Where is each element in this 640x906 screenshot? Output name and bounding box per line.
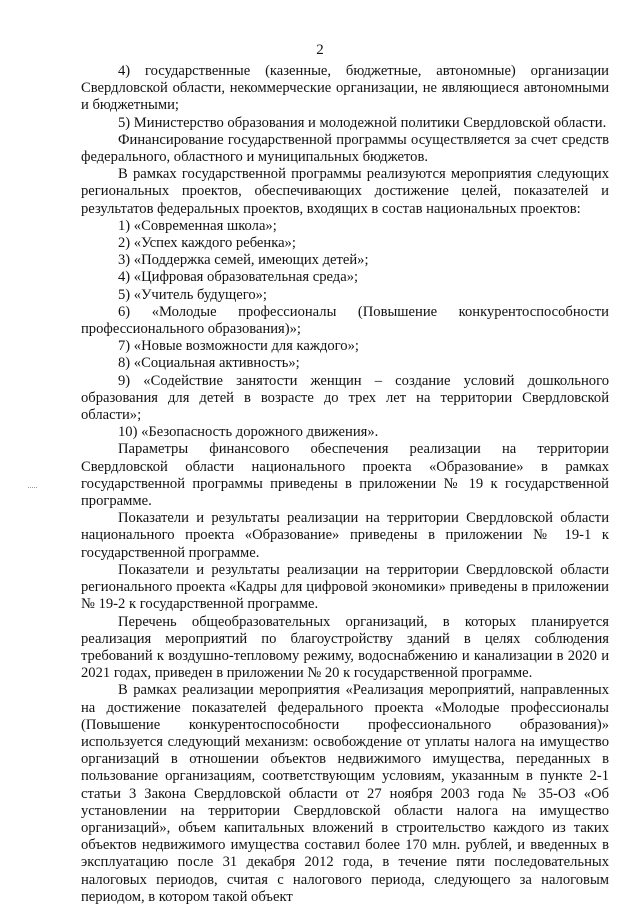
paragraph-appendix-19-2: Показатели и результаты реализации на территории Свердловской области регионального проекта «Кадры для цифровой экономики» приведены в приложении № 19-2 к государственной программе.: [81, 561, 609, 613]
project-item-9: 9) «Содействие занятости женщин – создание условий дошкольного образования для детей в возрасте до трех лет на территории Свердловской области»;: [81, 372, 609, 424]
paragraph-appendix-19-1: Показатели и результаты реализации на территории Свердловской области национального проекта «Образование» приведены в приложении № 19-1 к государственной программе.: [81, 510, 609, 561]
project-item-7: 7) «Новые возможности для каждого»;: [118, 338, 359, 355]
document-body: [81, 63, 609, 906]
project-item-5: 5) «Учитель будущего»;: [118, 286, 267, 303]
project-item-10: 10) «Безопасность дорожного движения».: [118, 424, 379, 441]
project-item-1: 1) «Современная школа»;: [118, 217, 277, 234]
project-item-3: 3) «Поддержка семей, имеющих детей»;: [118, 252, 369, 269]
paragraph-projects-intro: В рамках государственной программы реализуются мероприятия следующих региональных проектов, обеспечивающих достижение целей, показателей и результатов федеральных проектов, входящих в состав национальных проектов:: [81, 166, 609, 217]
project-item-6: 6) «Молодые профессионалы (Повышение конкурентоспособности профессионального образования)»;: [81, 303, 609, 338]
project-item-2: 2) «Успех каждого ребенка»;: [118, 235, 296, 252]
paragraph-participants-4: 4) государственные (казенные, бюджетные, автономные) организации Свердловской области, некоммерческие организации, не являющиеся автономными и бюджетными;: [81, 63, 609, 114]
project-item-4: 4) «Цифровая образовательная среда»;: [118, 269, 359, 286]
paragraph-financing: Финансирование государственной программы осуществляется за счет средств федерального, областного и муниципальных бюджетов.: [81, 131, 609, 166]
paragraph-appendix-19: Параметры финансового обеспечения реализации на территории Свердловской области национального проекта «Образование» в рамках государственной программы приведены в приложении № 19 к государственной программе.: [81, 441, 609, 510]
paragraph-tax-mechanism: В рамках реализации мероприятия «Реализация мероприятий, направленных на достижение показателей федерального проекта «Молодые профессионалы (Повышение конкурентоспособности профессионального образования)» используется следующий механизм: освобождение от уплаты налога на имущество организаций в отношении объектов недвижимого имущества, переданных в пользование организациям, соответствующим условиям, указанным в пункте 2-1 статьи 3 Закона Свердловской области от 27 ноября 2003 года № 35-ОЗ «Об установлении на территории Свердловской области налога на имущество организаций», объем капитальных вложений в строительство каждого из таких объектов недвижимого имущества составил более 170 млн. рублей, и введенных в эксплуатацию после 31 декабря 2012 года, в течение пяти последовательных налоговых периодов, считая с налогового периода, следующего за налоговым периодом, в котором такой объект: [81, 682, 609, 905]
page-number: 2: [316, 42, 324, 58]
project-item-8: 8) «Социальная активность»;: [118, 355, 300, 372]
paragraph-appendix-20: Перечень общеобразовательных организаций, в которых планируется реализация мероприятий по благоустройству зданий в целях соблюдения требований к воздушно-тепловому режиму, водоснабжению и канализации в 2020 и 2021 годах, приведен в приложении № 20 к государственной программе.: [81, 613, 609, 682]
scan-mark: [28, 487, 37, 491]
paragraph-participants-5: 5) Министерство образования и молодежной политики Свердловской области.: [118, 114, 607, 131]
